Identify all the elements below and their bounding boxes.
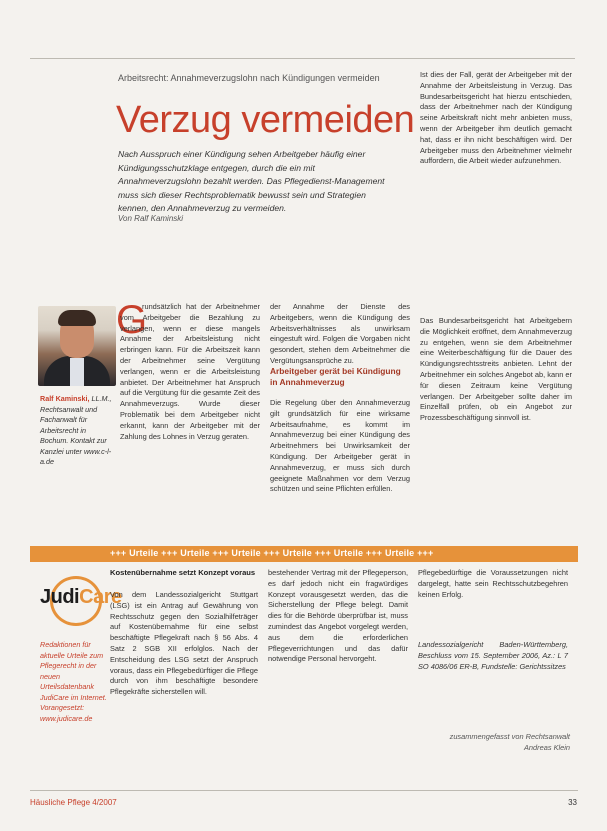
dropcap: G	[116, 298, 148, 342]
section-subhead: Arbeitgeber gerät bei Kündigung in Annahmeverzug	[270, 366, 401, 387]
byline: Von Ralf Kaminski	[118, 214, 184, 223]
bottom-rule	[30, 790, 578, 791]
judgment-title: Kostenübernahme setzt Konzept voraus	[110, 568, 256, 577]
judgment-author: zusammengefasst von Rechtsanwalt Andreas Klein	[449, 732, 570, 752]
headline: Verzug vermeiden	[116, 99, 415, 141]
author-caption	[40, 394, 112, 468]
kicker: Arbeitsrecht: Annahmeverzugslohn nach Kündigungen vermeiden	[118, 73, 380, 83]
logo-word-b: Care	[79, 586, 122, 608]
body-column-3-continued: Das Bundesarbeitsgericht hat Arbeitgebern die Möglichkeit eröffnet, dem Annahmeverzug zu entgehen, wenn sie dem Arbeitnehmer eine Weiterbeschäftigung für die Dauer des Kündigungsrechtsstreits anbieten. Lehnt der Arbeitnehmer ein solches Angebot ab, kann er für diesen Zeitraum keine Vergütung verlangen. Der Arbeitgeber sollte daher im Einzelfall prüfen, ob ein Angebot zur Prozessbeschäftigung sinnvoll ist.	[420, 316, 572, 423]
judgment-column-3: Pflegebedürftige die Voraussetzungen nicht dargelegt, hatte sein Rechtsschutzbegehren keinen Erfolg.	[418, 568, 568, 599]
logo-caption: Redaktionen für aktuelle Urteile zum Pflegerecht in der neuen Urteilsdatenbank JudiCare im Internet. Vorangesetzt: www.judicare.de	[40, 640, 107, 723]
top-rule	[30, 58, 575, 59]
judicare-logo	[40, 570, 122, 626]
journal-name: Häusliche Pflege 4/2007	[30, 798, 117, 807]
judgment-column-1: Von dem Landessozialgericht Stuttgart (LSG) ist ein Antrag auf Gewährung von Rechtsschutz gegen den Sozialhilfeträger auf Kostenübernahme für eine selbst beschäftigte Pflegekraft nach § 56 Abs. 4 Satz 2 SGB XII erfolglos. Nach der Entscheidung des LSG setzt der Anspruch voraus, dass ein Pflegebedürftiger die Pflege durch von ihm beschäftigte besondere Pflegekräfte sicherstellen will.	[110, 590, 258, 697]
urteile-banner-text: +++ Urteile +++ Urteile +++ Urteile +++ Urteile +++ Urteile +++ Urteile +++	[110, 548, 434, 558]
judgment-column-2: bestehender Vertrag mit der Pflegeperson, es darf jedoch nicht ein fragwürdiges Konzept vorausgesetzt werden, das die Sicherstellung der Pflege belegt. Damit dies für die Behörde überprüfbar ist, muss zumindest das Angebot vorgelegt werden, aus dem die erforderlichen Pflegeverrichtungen und das dafür notwendige Personal hervorgeht.	[268, 568, 408, 664]
author-photo	[38, 306, 116, 386]
body-column-2-continued: Die Regelung über den Annahmeverzug gilt grundsätzlich für eine wirksame Arbeitsaufnahme, es kommt im Annahmeverzug bei einer Kündigung des Arbeitnehmers bei Unwirksamkeit der Kündigung. Der Arbeitgeber gerät in Annahmeverzug, er muss sich durch geeignete Maßnahmen vor dem Verzug schützen und seine Pflichten erfüllen.	[270, 398, 410, 494]
body-column-3: Ist dies der Fall, gerät der Arbeitgeber mit der Annahme der Arbeitsleistung in Verzug. Das Bundesarbeitsgericht hat hierzu entschieden, dass der Arbeitnehmer nach der Kündigung seine Arbeitskraft nicht mehr anbieten muss, wenn der Arbeitgeber ihm deutlich gemacht hat, dass er ihn nicht beschäftigen wird. Der Arbeitgeber muss den Arbeitnehmer vielmehr auffordern, die Arbeit wieder aufzunehmen.	[420, 70, 572, 166]
logo-word-a: Judi	[40, 586, 80, 608]
author-bio: LL.M., Rechtsanwalt und Fachanwalt für Arbeitsrecht in Bochum. Kontakt zur Kanzlei unter www.c-l-a.de	[40, 394, 112, 466]
author-name: Ralf Kaminski,	[40, 394, 90, 403]
page-number: 33	[568, 798, 577, 807]
body-column-2: der Annahme der Dienste des Arbeitgebers, wenn die Kündigung des Arbeitsverhältnisses als unwirksam eingestuft wird. Folgen die Vorgaben nicht gesondert, stehen dem Arbeitnehmer die Vergütungsansprüche zu.	[270, 302, 410, 365]
judgment-citation: Landessozialgericht Baden-Württemberg, Beschluss vom 15. September 2006, Az.: L 7 SO 4086/06 ER-B, Fundstelle: Gerichtssitzes	[418, 640, 568, 671]
lead-paragraph: Nach Ausspruch einer Kündigung sehen Arbeitgeber häufig einer Kündigungsschutzklage entgegen, durch die ein mit Annahmeverzugslohn bezahlt werden. Das Pflegedienst-Management muss sich dieser Rechtsproblematik bewusst sein und Strategien kennen, den Annahmeverzug zu vermeiden.	[118, 149, 385, 213]
body-column-1: rundsätzlich hat der Arbeitnehmer vom Arbeitgeber die Bezahlung zu verlangen, wenn er diese mangels Annahme der Arbeitsleistung nicht erbringen kann. Für die Arbeitszeit kann der Arbeitnehmer seine Vergütung verlangen, wenn er die Arbeitsleistung anbietet. Der Arbeitnehmer hat Anspruch auf die Vergütung für die gesamte Zeit des Annahmeverzugs. Wurde dieser Problematik bei dem Arbeitgeber nicht erkannt, kann der Arbeitgeber mit der Zahlung des Lohnes in Verzug geraten.	[120, 302, 260, 441]
